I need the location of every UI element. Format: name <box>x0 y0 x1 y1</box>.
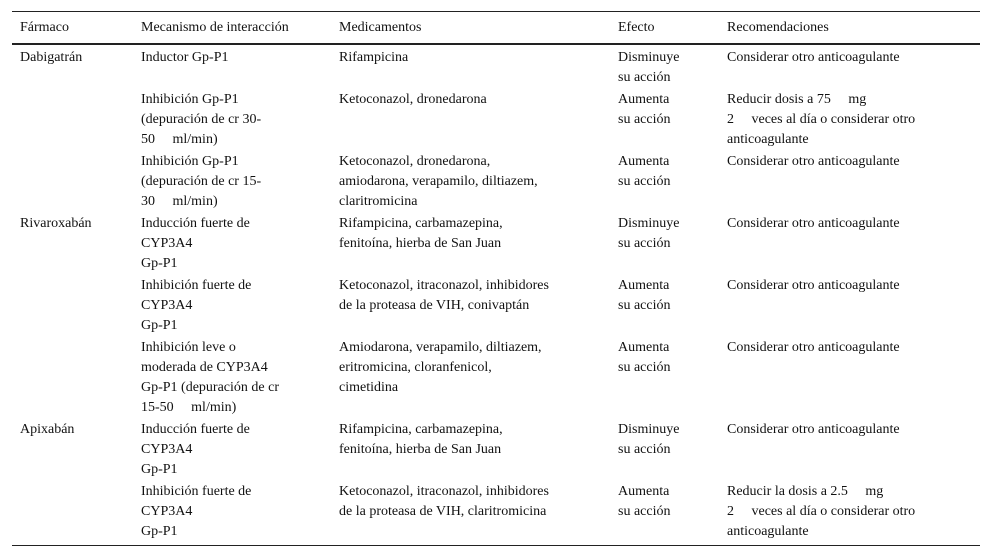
table-row <box>12 418 980 480</box>
effect-cell-line: su acción <box>618 174 671 189</box>
mechanism-cell-line: Inductor Gp-P1 <box>141 50 229 65</box>
effect-cell <box>610 336 719 418</box>
medications-cell <box>331 212 610 274</box>
mechanism-cell-line: Gp-P1 <box>141 256 178 271</box>
drug-cell-text: Apixabán <box>20 422 75 437</box>
recommendation-cell-line: anticoagulante <box>727 132 809 147</box>
medications-cell-line: Ketoconazol, itraconazol, inhibidores <box>339 484 549 499</box>
medications-cell <box>331 88 610 150</box>
mechanism-cell <box>133 44 331 88</box>
medications-cell-line: Amiodarona, verapamilo, diltiazem, <box>339 340 542 355</box>
drug-cell <box>12 44 133 88</box>
medications-cell-line: fenitoína, hierba de San Juan <box>339 236 502 251</box>
medications-cell-line: eritromicina, cloranfenicol, <box>339 360 492 375</box>
mechanism-cell-line: CYP3A4 <box>141 236 193 251</box>
mechanism-cell-line: Inhibición fuerte de <box>141 484 252 499</box>
mechanism-cell <box>133 212 331 274</box>
table-row <box>12 336 980 418</box>
header-medicamentos: Medicamentos <box>331 12 610 45</box>
mechanism-cell-line: Gp-P1 <box>141 524 178 539</box>
medications-cell <box>331 480 610 546</box>
table-row <box>12 274 980 336</box>
effect-cell <box>610 150 719 212</box>
header-recomendaciones: Recomendaciones <box>719 12 980 45</box>
table-row <box>12 150 980 212</box>
mechanism-cell-line: Inducción fuerte de <box>141 216 250 231</box>
recommendation-cell <box>719 44 980 88</box>
effect-cell-line: su acción <box>618 298 671 313</box>
mechanism-cell-line: (depuración de cr 15- <box>141 174 262 189</box>
table-row <box>12 88 980 150</box>
drug-cell-text: Dabigatrán <box>20 50 83 65</box>
mechanism-cell-line: Inducción fuerte de <box>141 422 250 437</box>
medications-cell-line: Ketoconazol, itraconazol, inhibidores <box>339 278 549 293</box>
header-farmaco: Fármaco <box>12 12 133 45</box>
mechanism-cell-line: moderada de CYP3A4 <box>141 360 268 375</box>
mechanism-cell <box>133 150 331 212</box>
mechanism-cell-line: CYP3A4 <box>141 504 193 519</box>
drug-cell <box>12 150 133 212</box>
recommendation-cell-line: 2 veces al día o considerar otro <box>727 504 916 519</box>
table-row <box>12 480 980 546</box>
effect-cell <box>610 212 719 274</box>
mechanism-cell-line: CYP3A4 <box>141 298 193 313</box>
recommendation-cell-line: Considerar otro anticoagulante <box>727 154 900 169</box>
drug-cell <box>12 274 133 336</box>
mechanism-cell-line: Gp-P1 <box>141 462 178 477</box>
effect-cell-line: su acción <box>618 442 671 457</box>
effect-cell-line: su acción <box>618 504 671 519</box>
effect-cell-line: Aumenta <box>618 278 670 293</box>
medications-cell-line: Ketoconazol, dronedarona, <box>339 154 491 169</box>
recommendation-cell-line: Considerar otro anticoagulante <box>727 50 900 65</box>
recommendation-cell-line: Considerar otro anticoagulante <box>727 422 900 437</box>
medications-cell-line: Ketoconazol, dronedarona <box>339 92 487 107</box>
medications-cell-line: de la proteasa de VIH, conivaptán <box>339 298 530 313</box>
recommendation-cell-line: 2 veces al día o considerar otro <box>727 112 916 127</box>
table-row <box>12 44 980 88</box>
recommendation-cell <box>719 150 980 212</box>
mechanism-cell-line: Inhibición Gp-P1 <box>141 92 239 107</box>
effect-cell-line: Aumenta <box>618 154 670 169</box>
mechanism-cell <box>133 88 331 150</box>
effect-cell-line: su acción <box>618 236 671 251</box>
mechanism-cell-line: 50 ml/min) <box>141 132 218 147</box>
mechanism-cell-line: 30 ml/min) <box>141 194 218 209</box>
interaction-table-container <box>12 11 980 546</box>
medications-cell <box>331 150 610 212</box>
effect-cell-line: Disminuye <box>618 50 680 65</box>
recommendation-cell <box>719 212 980 274</box>
mechanism-cell-line: Inhibición fuerte de <box>141 278 252 293</box>
effect-cell <box>610 480 719 546</box>
medications-cell <box>331 418 610 480</box>
mechanism-cell-line: Inhibición Gp-P1 <box>141 154 239 169</box>
effect-cell-line: Aumenta <box>618 340 670 355</box>
recommendation-cell <box>719 88 980 150</box>
medications-cell-line: Rifampicina, carbamazepina, <box>339 422 503 437</box>
medications-cell <box>331 274 610 336</box>
recommendation-cell-line: Considerar otro anticoagulante <box>727 278 900 293</box>
table-header <box>12 12 980 45</box>
recommendation-cell <box>719 418 980 480</box>
recommendation-cell <box>719 336 980 418</box>
recommendation-cell <box>719 480 980 546</box>
mechanism-cell-line: CYP3A4 <box>141 442 193 457</box>
recommendation-cell-line: anticoagulante <box>727 524 809 539</box>
recommendation-cell-line: Considerar otro anticoagulante <box>727 216 900 231</box>
table-body <box>12 44 980 546</box>
effect-cell-line: su acción <box>618 360 671 375</box>
medications-cell-line: Rifampicina <box>339 50 409 65</box>
mechanism-cell <box>133 418 331 480</box>
mechanism-cell-line: 15-50 ml/min) <box>141 400 237 415</box>
mechanism-cell <box>133 336 331 418</box>
effect-cell <box>610 88 719 150</box>
mechanism-cell-line: Gp-P1 <box>141 318 178 333</box>
medications-cell-line: amiodarona, verapamilo, diltiazem, <box>339 174 538 189</box>
effect-cell-line: Disminuye <box>618 422 680 437</box>
drug-interaction-table <box>12 11 980 546</box>
drug-cell <box>12 480 133 546</box>
drug-cell-text: Rivaroxabán <box>20 216 92 231</box>
header-row <box>12 12 980 45</box>
effect-cell-line: Aumenta <box>618 92 670 107</box>
drug-cell <box>12 88 133 150</box>
drug-cell <box>12 212 133 274</box>
effect-cell-line: Disminuye <box>618 216 680 231</box>
recommendation-cell-line: Reducir la dosis a 2.5 mg <box>727 484 884 499</box>
drug-cell <box>12 418 133 480</box>
medications-cell <box>331 336 610 418</box>
mechanism-cell-line: Gp-P1 (depuración de cr <box>141 380 280 395</box>
medications-cell <box>331 44 610 88</box>
medications-cell-line: cimetidina <box>339 380 399 395</box>
medications-cell-line: Rifampicina, carbamazepina, <box>339 216 503 231</box>
effect-cell-line: su acción <box>618 70 671 85</box>
mechanism-cell <box>133 274 331 336</box>
medications-cell-line: de la proteasa de VIH, claritromicina <box>339 504 547 519</box>
effect-cell <box>610 418 719 480</box>
effect-cell <box>610 44 719 88</box>
drug-cell <box>12 336 133 418</box>
mechanism-cell <box>133 480 331 546</box>
mechanism-cell-line: (depuración de cr 30- <box>141 112 262 127</box>
table-row <box>12 212 980 274</box>
recommendation-cell-line: Considerar otro anticoagulante <box>727 340 900 355</box>
recommendation-cell <box>719 274 980 336</box>
header-mecanismo: Mecanismo de interacción <box>133 12 331 45</box>
effect-cell-line: Aumenta <box>618 484 670 499</box>
recommendation-cell-line: Reducir dosis a 75 mg <box>727 92 867 107</box>
effect-cell <box>610 274 719 336</box>
medications-cell-line: fenitoína, hierba de San Juan <box>339 442 502 457</box>
medications-cell-line: claritromicina <box>339 194 418 209</box>
mechanism-cell-line: Inhibición leve o <box>141 340 236 355</box>
header-efecto: Efecto <box>610 12 719 45</box>
effect-cell-line: su acción <box>618 112 671 127</box>
